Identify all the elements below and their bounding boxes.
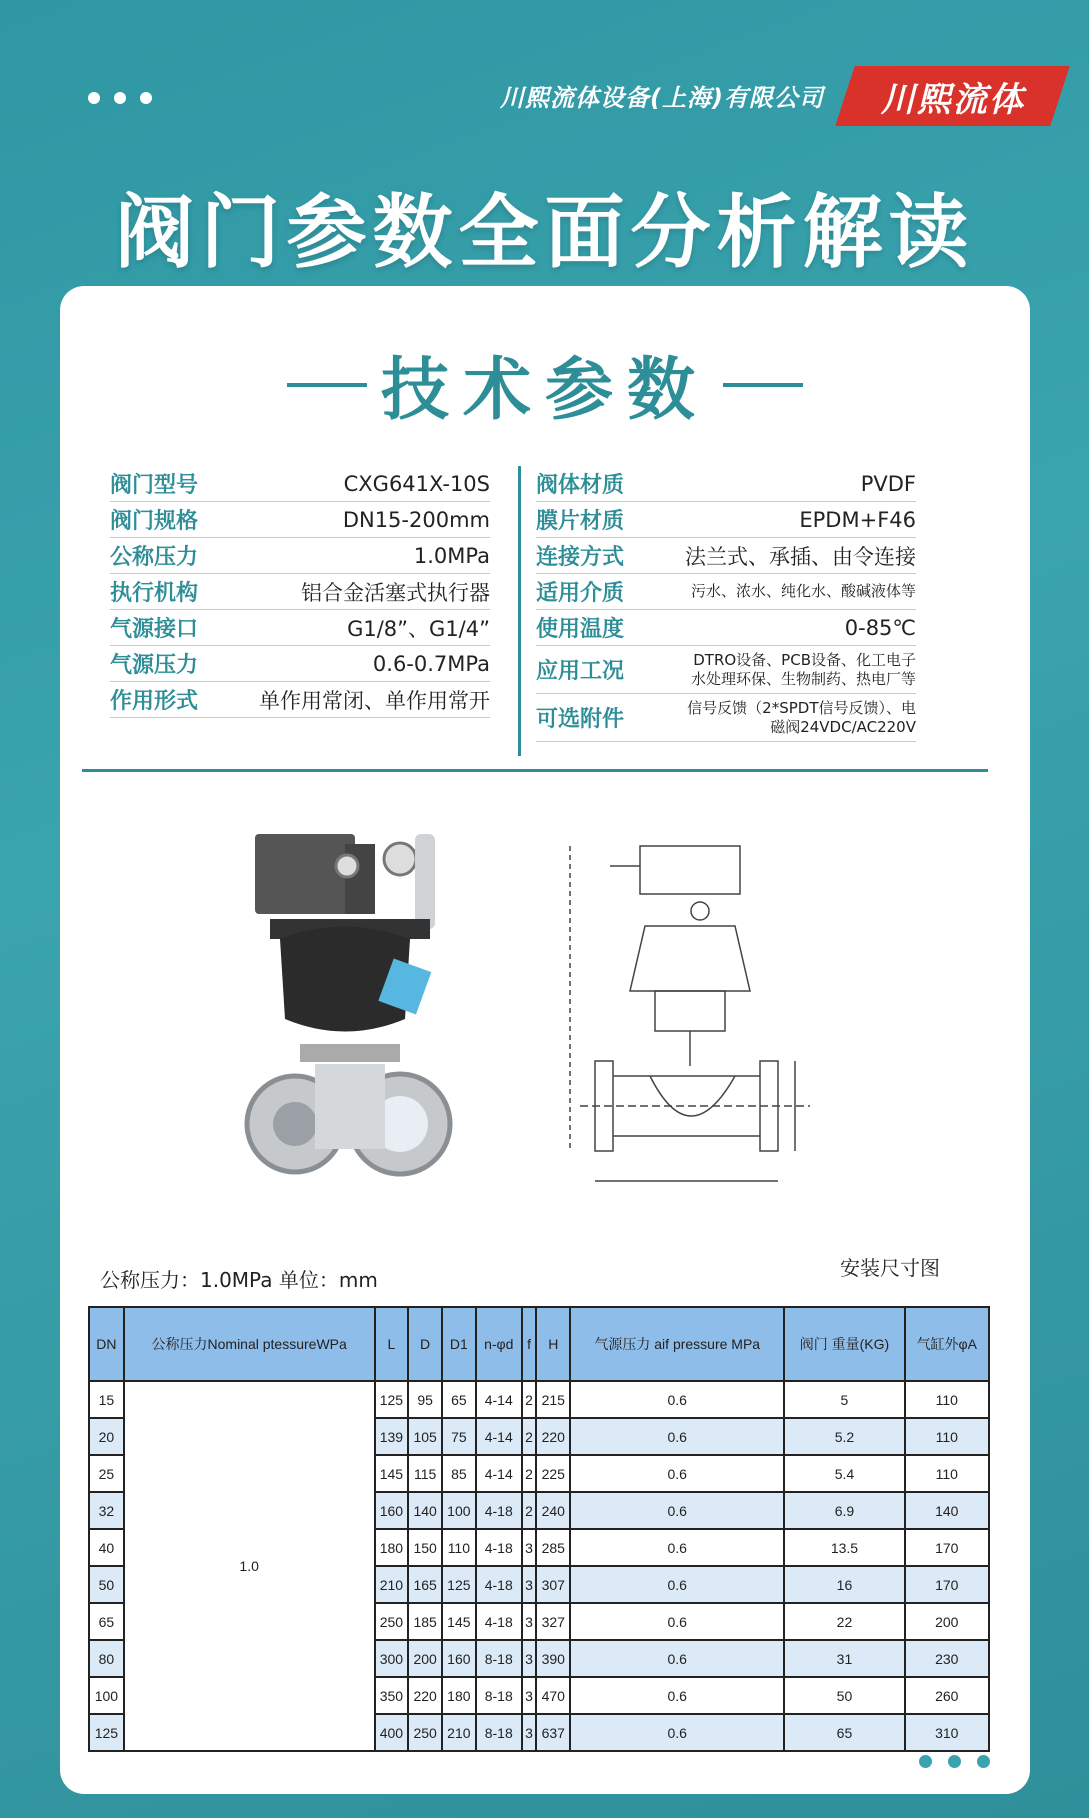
param-row — [536, 694, 916, 742]
table-cell: 170 — [905, 1566, 989, 1603]
table-cell: 75 — [442, 1418, 476, 1455]
table-cell: 16 — [784, 1566, 904, 1603]
param-key: 阀门规格 — [110, 509, 199, 534]
param-value: DTRO设备、PCB设备、化工电子水处理环保、生物制药、热电厂等 — [690, 650, 916, 688]
param-value: DN15-200mm — [342, 507, 490, 532]
table-cell: 110 — [442, 1529, 476, 1566]
table-cell: 165 — [408, 1566, 442, 1603]
table-cell: 100 — [442, 1492, 476, 1529]
table-header-cell: DN — [89, 1307, 124, 1381]
table-cell: 8-18 — [476, 1640, 522, 1677]
param-key: 阀门型号 — [110, 473, 199, 498]
table-cell: 0.6 — [570, 1418, 784, 1455]
param-value: 0-85℃ — [844, 615, 916, 640]
table-header-row — [89, 1307, 989, 1381]
param-key: 适用介质 — [536, 581, 625, 606]
table-cell: 470 — [536, 1677, 570, 1714]
table-cell: 65 — [784, 1714, 904, 1751]
table-cell: 0.6 — [570, 1492, 784, 1529]
brand-text: 川熙流体 — [880, 79, 1025, 120]
section-divider — [82, 769, 988, 772]
table-header-cell: f — [522, 1307, 537, 1381]
table-cell: 4-14 — [476, 1455, 522, 1492]
table-cell: 3 — [522, 1640, 537, 1677]
params-right — [536, 466, 916, 742]
table-cell: 200 — [408, 1640, 442, 1677]
param-row — [110, 574, 490, 610]
param-value: 信号反馈（2*SPDT信号反馈）、电磁阀24VDC/AC220V — [687, 698, 916, 736]
table-cell: 80 — [89, 1640, 124, 1677]
table-cell: 25 — [89, 1455, 124, 1492]
params-divider — [518, 466, 521, 756]
table-cell: 3 — [522, 1603, 537, 1640]
table-header-cell: 阀门 重量(KG) — [784, 1307, 904, 1381]
table-body — [89, 1381, 989, 1751]
table-cell: 5.4 — [784, 1455, 904, 1492]
table-cell: 6.9 — [784, 1492, 904, 1529]
table-cell: 50 — [784, 1677, 904, 1714]
valve-photo — [235, 804, 525, 1224]
param-key: 可选附件 — [536, 707, 625, 732]
drawing-label: 安装尺寸图 — [840, 1256, 940, 1280]
table-cell: 185 — [408, 1603, 442, 1640]
param-value: 单作用常闭、单作用常开 — [259, 688, 490, 713]
table-cell: 125 — [442, 1566, 476, 1603]
table-cell: 50 — [89, 1566, 124, 1603]
table-cell: 3 — [522, 1714, 537, 1751]
table-cell: 40 — [89, 1529, 124, 1566]
table-header-cell: 气源压力 aif pressure MPa — [570, 1307, 784, 1381]
table-cell: 2 — [522, 1492, 537, 1529]
table-cell: 285 — [536, 1529, 570, 1566]
table-cell: 3 — [522, 1677, 537, 1714]
section-title-text: 技术参数 — [380, 351, 709, 430]
table-cell: 20 — [89, 1418, 124, 1455]
table-cell: 110 — [905, 1418, 989, 1455]
param-value: G1/8”、G1/4” — [347, 616, 490, 641]
table-cell: 32 — [89, 1492, 124, 1529]
table-cell: 250 — [375, 1603, 409, 1640]
param-value: 法兰式、承插、由令连接 — [685, 544, 916, 569]
table-cell: 13.5 — [784, 1529, 904, 1566]
table-cell: 327 — [536, 1603, 570, 1640]
table-cell: 4-18 — [476, 1529, 522, 1566]
param-key: 气源压力 — [110, 653, 199, 678]
table-cell: 0.6 — [570, 1603, 784, 1640]
table-cell: 145 — [375, 1455, 409, 1492]
table-cell: 0.6 — [570, 1677, 784, 1714]
param-key: 气源接口 — [110, 617, 199, 642]
param-row — [536, 610, 916, 646]
brand-logo — [835, 66, 1069, 126]
table-cell: 230 — [905, 1640, 989, 1677]
company-name: 川熙流体设备(上海)有限公司 — [500, 84, 824, 112]
spec-table — [88, 1306, 990, 1752]
table-cell: 260 — [905, 1677, 989, 1714]
table-cell: 350 — [375, 1677, 409, 1714]
table-cell: 4-14 — [476, 1418, 522, 1455]
install-drawing — [550, 806, 880, 1226]
param-value: CXG641X-10S — [343, 471, 490, 496]
table-cell: 65 — [442, 1381, 476, 1418]
table-cell: 310 — [905, 1714, 989, 1751]
param-row — [536, 502, 916, 538]
table-cell: 8-18 — [476, 1677, 522, 1714]
table-cell: 145 — [442, 1603, 476, 1640]
param-value: 1.0MPa — [413, 543, 490, 568]
table-header-cell: 气缸外φA — [905, 1307, 989, 1381]
table-cell: 85 — [442, 1455, 476, 1492]
table-cell-pressure: 1.0 — [124, 1381, 375, 1751]
param-key: 执行机构 — [110, 581, 199, 606]
param-row — [536, 574, 916, 610]
table-cell: 0.6 — [570, 1640, 784, 1677]
table-cell: 15 — [89, 1381, 124, 1418]
table-cell: 307 — [536, 1566, 570, 1603]
table-cell: 2 — [522, 1418, 537, 1455]
table-cell: 4-18 — [476, 1566, 522, 1603]
table-cell: 160 — [442, 1640, 476, 1677]
table-cell: 5 — [784, 1381, 904, 1418]
table-cell: 110 — [905, 1381, 989, 1418]
table-cell: 225 — [536, 1455, 570, 1492]
table-cell: 139 — [375, 1418, 409, 1455]
param-key: 作用形式 — [110, 689, 199, 714]
table-cell: 95 — [408, 1381, 442, 1418]
table-cell: 215 — [536, 1381, 570, 1418]
table-cell: 0.6 — [570, 1529, 784, 1566]
param-row — [110, 466, 490, 502]
param-key: 连接方式 — [536, 545, 625, 570]
table-header-cell: D — [408, 1307, 442, 1381]
param-row — [110, 682, 490, 718]
table-cell: 3 — [522, 1529, 537, 1566]
param-row — [110, 502, 490, 538]
table-cell: 0.6 — [570, 1381, 784, 1418]
table-cell: 0.6 — [570, 1714, 784, 1751]
param-row — [110, 646, 490, 682]
param-row — [110, 538, 490, 574]
table-cell: 210 — [442, 1714, 476, 1751]
table-header-cell: D1 — [442, 1307, 476, 1381]
param-row — [536, 646, 916, 694]
table-cell: 300 — [375, 1640, 409, 1677]
table-cell: 3 — [522, 1566, 537, 1603]
table-cell: 140 — [905, 1492, 989, 1529]
table-cell: 400 — [375, 1714, 409, 1751]
params-left — [110, 466, 490, 718]
table-cell: 220 — [536, 1418, 570, 1455]
param-row — [110, 610, 490, 646]
param-key: 膜片材质 — [536, 509, 625, 534]
table-cell: 110 — [905, 1455, 989, 1492]
content-card — [60, 286, 1030, 1794]
table-header-cell: n-φd — [476, 1307, 522, 1381]
decor-dots — [88, 92, 152, 104]
table-cell: 2 — [522, 1455, 537, 1492]
table-cell: 220 — [408, 1677, 442, 1714]
table-cell: 150 — [408, 1529, 442, 1566]
param-row — [536, 538, 916, 574]
table-cell: 5.2 — [784, 1418, 904, 1455]
page-title: 阀门参数全面分析解读 — [114, 186, 975, 279]
table-cell: 22 — [784, 1603, 904, 1640]
table-cell: 100 — [89, 1677, 124, 1714]
title-dash-left — [287, 383, 367, 387]
table-cell: 140 — [408, 1492, 442, 1529]
title-dash-right — [723, 383, 803, 387]
table-cell: 105 — [408, 1418, 442, 1455]
param-value: PVDF — [860, 471, 916, 496]
param-value: 0.6-0.7MPa — [372, 651, 490, 676]
section-title — [60, 336, 1030, 433]
table-cell: 0.6 — [570, 1566, 784, 1603]
param-key: 公称压力 — [110, 545, 199, 570]
table-cell: 180 — [442, 1677, 476, 1714]
param-value: 污水、浓水、纯化水、酸碱液体等 — [690, 582, 916, 600]
param-row — [536, 466, 916, 502]
table-cell: 8-18 — [476, 1714, 522, 1751]
pressure-unit-label: 公称压力：1.0MPa 单位：mm — [100, 1268, 378, 1292]
table-cell: 4-14 — [476, 1381, 522, 1418]
table-cell: 65 — [89, 1603, 124, 1640]
table-cell: 240 — [536, 1492, 570, 1529]
table-cell: 200 — [905, 1603, 989, 1640]
table-header-cell: 公称压力Nominal ptessureWPa — [124, 1307, 375, 1381]
table-cell: 180 — [375, 1529, 409, 1566]
param-key: 阀体材质 — [536, 473, 625, 498]
table-row — [89, 1381, 989, 1418]
table-cell: 210 — [375, 1566, 409, 1603]
table-cell: 2 — [522, 1381, 537, 1418]
table-cell: 31 — [784, 1640, 904, 1677]
table-header-cell: H — [536, 1307, 570, 1381]
table-cell: 637 — [536, 1714, 570, 1751]
table-cell: 0.6 — [570, 1455, 784, 1492]
table-cell: 4-18 — [476, 1603, 522, 1640]
table-cell: 115 — [408, 1455, 442, 1492]
table-cell: 4-18 — [476, 1492, 522, 1529]
table-cell: 390 — [536, 1640, 570, 1677]
table-cell: 170 — [905, 1529, 989, 1566]
param-value: EPDM+F46 — [799, 507, 916, 532]
page-dots — [919, 1755, 990, 1768]
table-cell: 160 — [375, 1492, 409, 1529]
table-cell: 125 — [375, 1381, 409, 1418]
table-cell: 250 — [408, 1714, 442, 1751]
param-key: 应用工况 — [536, 659, 625, 684]
param-key: 使用温度 — [536, 617, 625, 642]
table-cell: 125 — [89, 1714, 124, 1751]
param-value: 铝合金活塞式执行器 — [301, 580, 490, 605]
table-header-cell: L — [375, 1307, 409, 1381]
